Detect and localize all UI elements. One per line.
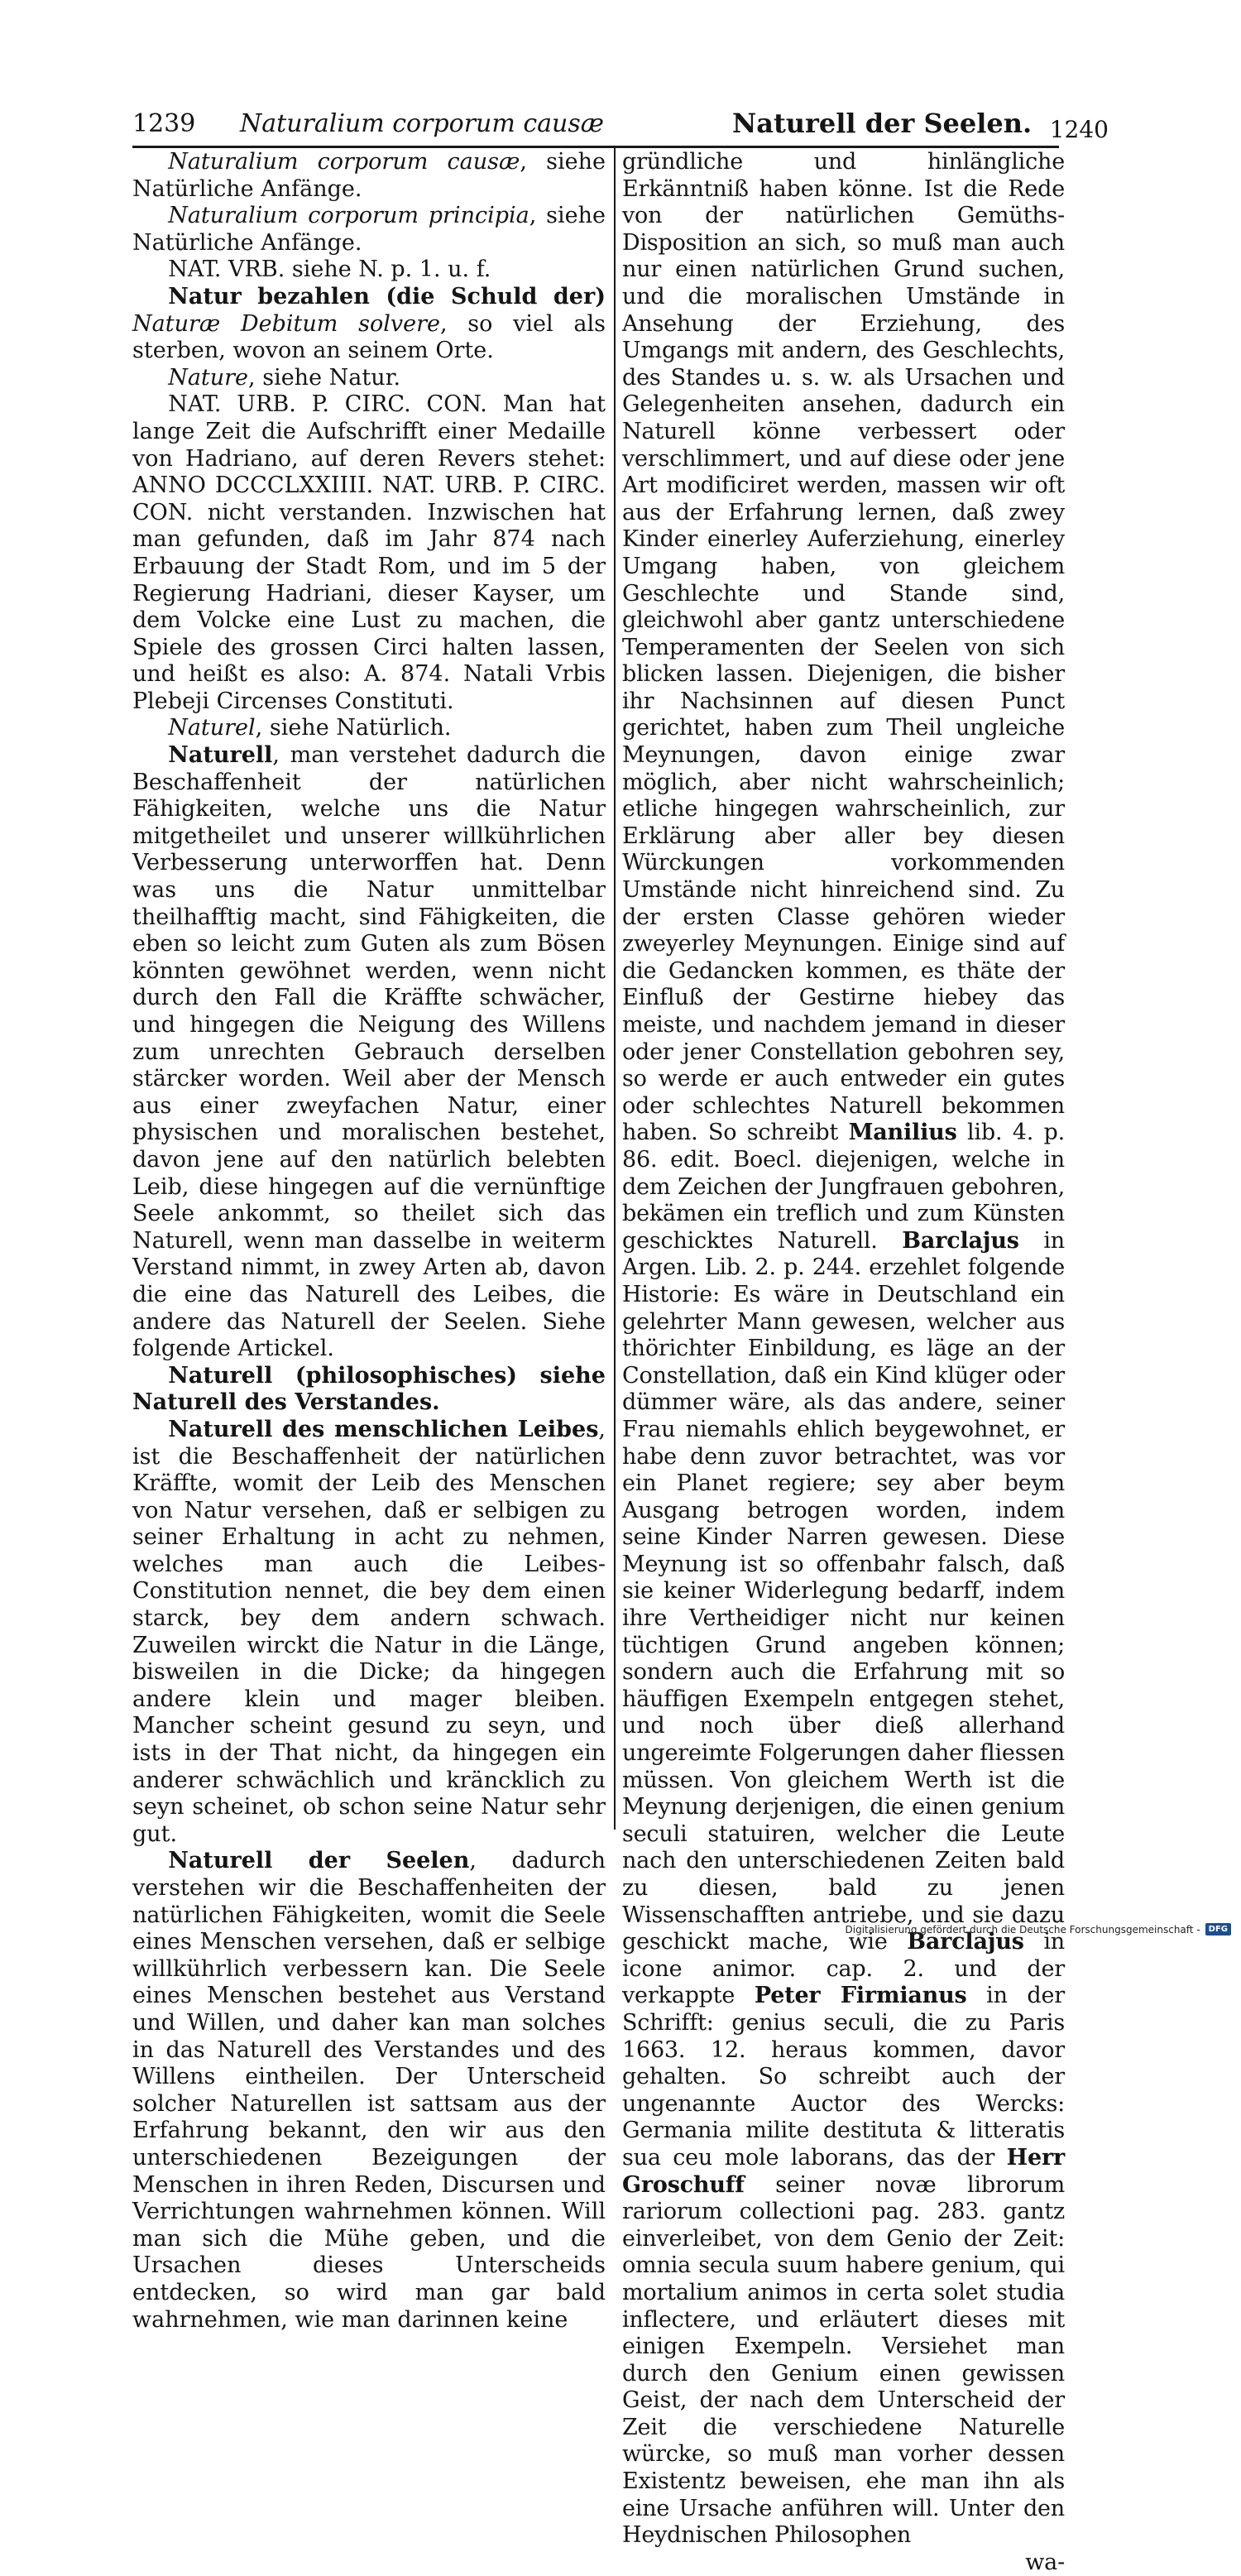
entry-text: , dadurch verstehen wir die Beschaffenheiten der natürlichen Fähigkeiten, womit die Seele eines Menschen versehen, daß er selbige willkührlich verbessern kan. Die Seele eines Menschen bestehet aus Verstand und Willen, und daher kan man solches in das Naturell des Verstandes und des Willens eintheilen. Der Unterscheid solcher Naturellen ist sattsam aus der Erfahrung bekannt, den wir aus den unterschiedenen Bezeigungen der Menschen in ihren Reden, Discursen und Verrichtungen wahrnehmen können. Will man sich die Mühe geben, und die Ursachen dieses Unterscheids entdecken, so wird man gar bald wahrnehmen, wie man darinnen keine [132, 1848, 606, 2333]
entry-text: , so viel als sterben, wovon an seinem Orte. [132, 310, 606, 364]
entry-paragraph [132, 284, 606, 365]
column-divider [614, 146, 616, 1830]
entry-text: in icone animor. cap. 2. und der verkappte [622, 1929, 1065, 2009]
entry-paragraph [622, 149, 1065, 2550]
entry-paragraph [132, 1417, 606, 1849]
dfg-logo: DFG [1205, 1923, 1231, 1936]
digitization-credit [846, 1923, 1232, 1936]
page-number-right: 1240 [1049, 116, 1109, 143]
entry-text: gründliche und hinlängliche Erkänntniß haben könne. Ist die Rede von der natürlichen Gemüths-Disposition an sich, so muß man auch nur einen natürlichen Grund suchen, und die moralischen Umstände in Ansehung der Erziehung, des Umgangs mit andern, des Geschlechts, des Standes u. s. w. als Ursachen und Gelegenheiten ansehen, dadurch ein Naturell könne verbessert oder verschlimmert, und auf diese oder jene Art modificiret werden, massen wir oft aus der Erfahrung lernen, daß zwey Kinder einerley Auferziehung, einerley Umgang haben, von gleichem Geschlechte und Stande sind, gleichwohl aber gantz unterschiedene Temperamenten der Seelen von sich blicken lassen. Diejenigen, die bisher ihr Nachsinnen auf diesen Punct gerichtet, haben zum Theil ungleiche Meynungen, davon einige zwar möglich, aber nicht wahrscheinlich; etliche hingegen wahrscheinlich, zur Erklärung aber aller bey diesen Würckungen vorkommenden Umstände nicht hinreichend sind. Zu der ersten Classe gehören wieder zweyerley Meynungen. Einige sind auf die Gedancken kommen, es thäte der Einfluß der Gestirne hiebey das meiste, und nachdem jemand in dieser oder jener Constellation gebohren sey, so werde er auch entweder ein gutes oder schlechtes Naturell bekommen haben. So schreibt [622, 149, 1065, 1146]
entry-lemma: NAT. VRB. [168, 257, 285, 283]
entry-paragraph [132, 715, 606, 742]
entry-text: siehe N. p. 1. u. f. [285, 257, 491, 283]
entry-lemma: NAT. URB. P. CIRC. CON. [168, 391, 487, 418]
entry-text: , siehe Natürlich. [255, 715, 452, 741]
entry-text: , siehe Natürliche Anfänge. [132, 203, 606, 256]
entry-paragraph [132, 1363, 606, 1417]
author-name: Barclajus [907, 1929, 1024, 1955]
entry-text: in Argen. Lib. 2. p. 244. erzehlet folgende Historie: Es wäre in Deutschland ein gelehrter Mann gewesen, welcher aus thörichter Einbildung, es läge an der Constellation, daß ein Kind klüger oder dümmer wäre, als das andere, seiner Frau niemahls ehlich beygewohnet, er habe denn zuvor betrachtet, was vor ein Planet regiere; sey aber beym Ausgang betrogen worden, indem seine Kinder Narren gewesen. Diese Meynung ist so offenbahr falsch, daß sie keiner Widerlegung bedarff, indem ihre Vertheidiger nicht nur keinen tüchtigen Grund angeben können; sondern auch die Erfahrung mit so häuffigen Exempeln entgegen stehet, und noch über dieß allerhand ungereimte Folgerungen daher fliessen müssen. Von gleichem Werth ist die Meynung derjenigen, die einen genium seculi statuiren, welcher die Leute nach den unterschiedenen Zeiten bald zu diesen, bald zu jenen Wissenschafften antriebe, und sie dazu geschickt mache, wie [622, 1227, 1065, 1955]
entry-text: in der Schrifft: genius seculi, die zu Paris 1663. 12. heraus kommen, davor gehalten. So schreibt auch der ungenannte Auctor des Wercks: Germania milite destituta & litteratis sua ceu mole laborans, das der [622, 1983, 1065, 2171]
entry-paragraph [132, 1848, 606, 2334]
entry-text: , man verstehet dadurch die Beschaffenheit der natürlichen Fähigkeiten, welche uns die Natur mitgetheilet und unserer willkührlichen Verbesserung unterworffen hat. Denn was uns die Natur unmittelbar theilhafftig macht, sind Fähigkeiten, die eben so leicht zum Guten als zum Bösen könnten gewöhnet werden, wenn nicht durch den Fall die Kräffte schwächer, und hingegen die Neigung des Willens zum unrechten Gebrauch derselben stärcker worden. Weil aber der Mensch aus einer zweyfachen Natur, einer physischen und moralischen bestehet, davon jene auf den natürlich belebten Leib, diese hingegen auf die vernünftige Seele ankommt, so theilet sich das Naturell, wenn man dasselbe in weiterm Verstand nimmt, in zwey Arten ab, davon die eine das Naturell des Leibes, die andere das Naturell der Seelen. Siehe folgende Artickel. [132, 742, 606, 1362]
author-name: Barclajus [902, 1227, 1019, 1254]
page-number-left: 1239 [132, 109, 196, 138]
entry-paragraph [132, 391, 606, 715]
entry-lemma: Naturell des menschlichen Leibes [168, 1416, 599, 1442]
entry-latin: Naturæ Debitum solvere [132, 310, 440, 337]
entry-paragraph [132, 257, 606, 284]
entry-text: , ist die Beschaffenheit der natürlichen Kräffte, womit der Leib des Menschen von Natur versehen, daß er selbigen zu seiner Erhaltung in acht zu nehmen, welches man auch die Leibes-Constitution nennet, die bey dem einen starck, bey dem andern schwach. Zuweilen wirckt die Natur in die Länge, bisweilen in die Dicke; da hingegen andere klein und mager bleiben. Mancher scheint gesund zu seyn, und ists in der That nicht, da hingegen ein anderer schwächlich und kräncklich zu seyn scheinet, ob schon seine Natur sehr gut. [132, 1416, 606, 1847]
entry-lemma: Naturell der Seelen [168, 1848, 470, 1874]
entry-lemma: Natur bezahlen (die Schuld der) [168, 283, 606, 309]
entry-paragraph [132, 149, 606, 203]
entry-paragraph [132, 203, 606, 257]
running-title-left: Naturalium corporum causæ [240, 109, 604, 138]
entry-lemma: Nature [168, 364, 249, 391]
entry-paragraph [132, 742, 606, 1363]
entry-lemma: Naturell [168, 742, 273, 769]
entry-paragraph [132, 365, 606, 392]
entry-text: , siehe Natürliche Anfänge. [132, 149, 606, 202]
header-rule [132, 146, 1059, 148]
entry-text: Man hat lange Zeit die Aufschrifft einer Medaille von Hadriano, auf deren Revers stehet: ANNO DCCCLXXIIII. NAT. URB. P. CIRC. CON. nicht verstanden. Inzwischen hat man gefunden, daß im Jahr 874 nach Erbauung der Stadt Rom, und im 5 der Regierung Hadriani, dieser Kayser, um dem Volcke eine Lust zu machen, die Spiele des grossen Circi halten lassen, und heißt es also: A. 874. Natali Vrbis Plebeji Circenses Constituti. [132, 391, 606, 714]
credit-text: Digitalisierung gefördert durch die Deutsche Forschungsgemeinschaft - [845, 1923, 1200, 1936]
entry-lemma: Naturalium corporum causæ [168, 149, 520, 175]
entry-text: , siehe Natur. [248, 364, 401, 391]
running-header [132, 106, 1109, 144]
right-column [622, 149, 1065, 2576]
catchword: wa- [1025, 2549, 1065, 2575]
entry-text: lib. 4. p. 86. edit. Boecl. diejenigen, welche in dem Zeichen der Jungfrauen gebohren, bekämen ein treflich und zum Künsten geschicktes Naturell. [622, 1120, 1065, 1254]
entry-lemma: Naturel [168, 715, 256, 741]
entry-lemma: Naturalium corporum principia [168, 203, 529, 229]
author-name: Manilius [848, 1120, 957, 1146]
author-name: Peter Firmianus [754, 1983, 967, 2009]
left-column [132, 149, 606, 2334]
running-title-right: Naturell der Seelen. [732, 108, 1033, 139]
author-name: Herr Groschuff [622, 2144, 1065, 2198]
entry-lemma: Naturell (philosophisches) siehe Naturell des Verstandes. [132, 1362, 606, 1416]
entry-text: seiner novæ librorum rariorum collectioni pag. 283. gantz einverleibet, von dem Genio der Zeit: omnia secula suum habere genium, qui mortalium animos in certa solet studia inflectere, und erläutert dieses mit einigen Exempeln. Versiehet man durch den Genium einen gewissen Geist, der nach dem Unterscheid der Zeit die verschiedene Naturelle würcke, so muß man vorher dessen Existentz beweisen, ehe man ihn als eine Ursache anführen will. Unter den Heydnischen Philosophen [622, 2171, 1065, 2549]
